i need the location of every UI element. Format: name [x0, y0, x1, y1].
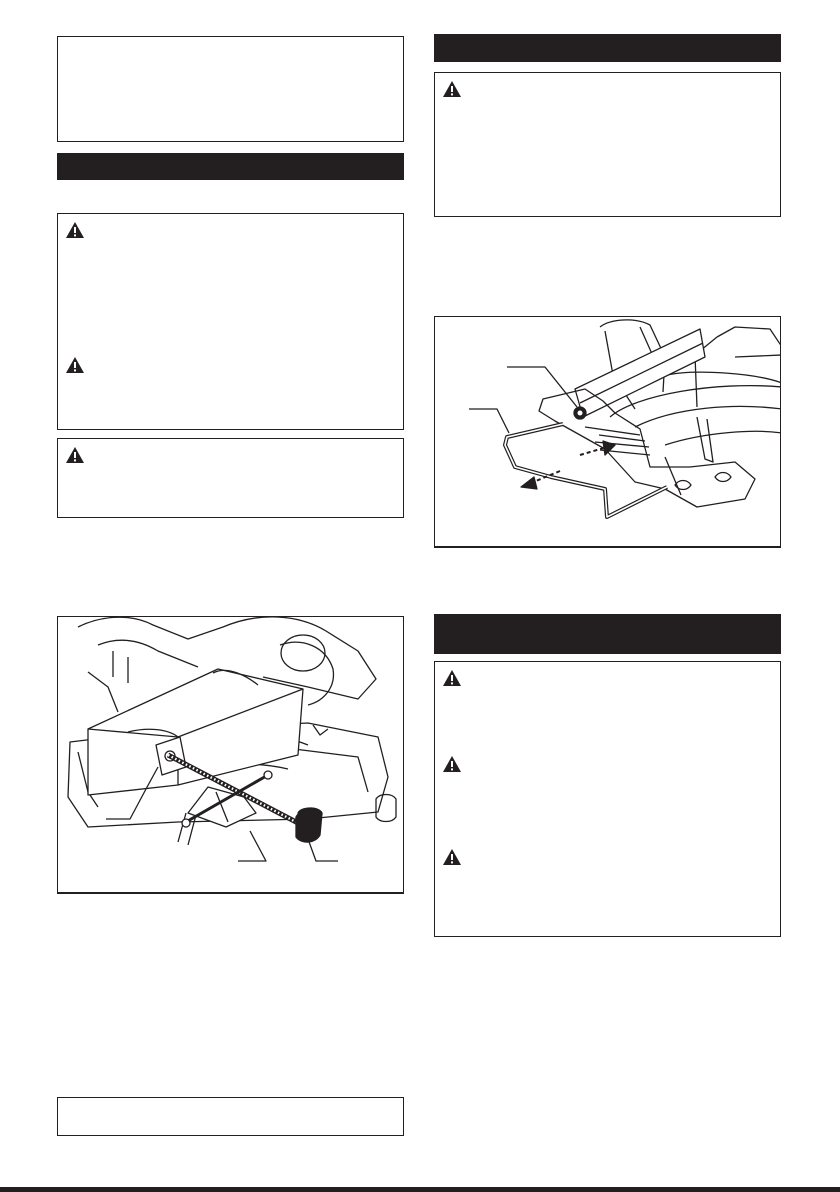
- warning-box: [57, 213, 404, 430]
- warning-triangle-icon: [65, 221, 85, 239]
- vise-illustration-figure: [57, 616, 404, 894]
- warning-triangle-icon: [442, 669, 462, 687]
- section-header-bar: [57, 153, 404, 180]
- note-box-bottom: [57, 1097, 404, 1136]
- section-header-bar: [434, 614, 781, 654]
- warning-box: [434, 72, 781, 217]
- warning-triangle-icon: [65, 356, 85, 374]
- note-box-top: [57, 36, 404, 142]
- page-footer-bar: [0, 1187, 840, 1192]
- miter-saw-with-vise-drawing: [58, 617, 404, 894]
- section-header-bar: [434, 34, 781, 62]
- warning-triangle-icon: [442, 80, 462, 98]
- warning-triangle-icon: [65, 446, 85, 464]
- warning-triangle-icon: [442, 848, 462, 866]
- warning-box: [57, 438, 404, 518]
- miter-saw-base-wrench-drawing: [435, 317, 781, 548]
- warning-box: [434, 661, 781, 937]
- hex-wrench-illustration-figure: [434, 316, 781, 548]
- warning-triangle-icon: [442, 755, 462, 773]
